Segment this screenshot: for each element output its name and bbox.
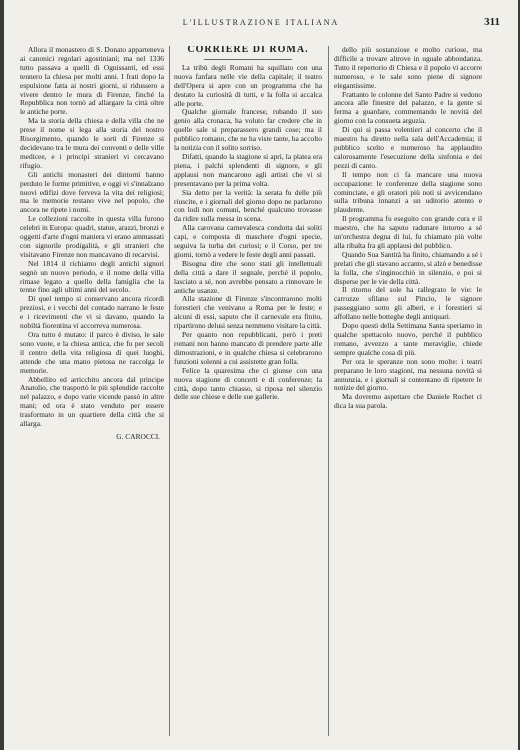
paragraph: Abbellito ed arricchito ancora dal principe Anatolio, che trasportò le più splendide raccolte nel palazzo, e dopo varie vicende passò in altre mani; ed ora è stato venduto per essere trasformato in un quartiere della città che si allarga. bbox=[20, 374, 164, 429]
section-title: CORRIERE DI ROMA. bbox=[187, 46, 309, 55]
paragraph: Di qui si passa volentieri al concerto che il maestro ha diretto nella sala dell'Accademia; il pubblico scelto e numeroso ha applaudito calorosamente l'esecuzione della sinfonia e dei pezzi di canto. bbox=[334, 125, 482, 170]
column-middle bbox=[174, 46, 322, 738]
paragraph: Per quanto non repubblicani, però i preti romani non hanno mancato di prendere parte alle dimostrazioni, e in qualche chiesa si celebrarono funzioni solenni a cui assistette gran folla. bbox=[174, 330, 322, 366]
paragraph: Dopo questi della Settimana Santa speriamo in qualche spettacolo nuovo, perché il pubblico romano, avvezzo a tante meraviglie, chiede sempre qualche cosa di più. bbox=[334, 321, 482, 357]
paragraph: dello più sostanziose e molto curiose, ma difficile a trovare altrove in uguale abbondanza. Tutto il repertorio di Chiesa e il popolo vi accorre numeroso, e le sale sono piene di signore elegantissime. bbox=[334, 46, 482, 90]
paragraph: Sia detto per la verità: la serata fu delle più riuscite, e i giornali del giorno dopo ne parlarono con lodi non comuni, benché qualcuno trovasse da ridire sulla messa in scena. bbox=[174, 187, 322, 224]
paragraph: Il tempo non ci fa mancare una nuova occupazione: le conferenze della stagione sono cominciate, e gli oratori più noti si avvicendano sulla tribuna innanzi a un uditorio attento e plaudente. bbox=[334, 169, 482, 215]
paragraph: Allora il monastero di S. Donato apparteneva ai canonici regolari agostiniani; ma nel 1336 tutto passava a quelli di Ognissanti, ed essi tennero la chiesa per molti anni. I frati dopo la espulsione fatta ai nostri giorni, si ridussero a vivere dentro le mura di Firenze, finché la Repubblica non tornò ad allargare la città oltre le antiche porte. bbox=[20, 46, 164, 117]
paragraph: Felice la quaresima che ci giunse con una nuova stagione di concerti e di conferenze; la città, dopo tanto chiasso, si riposa nel silenzio delle sue chiese e delle sue gallerie. bbox=[174, 365, 322, 402]
paragraph: Quando Sua Santità ha finito, chiamando a sé i prelati che gli stavano accanto, si alzò e benedisse la folla, che s'inginocchiò in silenzio, e poi si disperse per le vie della città. bbox=[334, 249, 482, 286]
paragraph: Alla stazione di Firenze s'incontrarono molti forestieri che venivano a Roma per le feste; e alcuni di essi, saputo che il carnevale era finito, ripartirono delusi senza nemmeno visitare la città. bbox=[174, 294, 322, 331]
paragraph: Bisogna dire che sono stati gli intellettuali della città a dare il segnale, perché il popolo, lasciato a sé, non avrebbe pensato a rinnovare le antiche usanze. bbox=[174, 258, 322, 295]
paragraph: Il ritorno del sole ha rallegrato le vie: le carrozze sfilano sul Pincio, le signore passeggiano sotto gli alberi, e i forestieri si affollano nelle botteghe degli antiquari. bbox=[334, 285, 482, 322]
page-number: 311 bbox=[484, 16, 500, 28]
paragraph: Le collezioni raccolte in questa villa furono celebri in Europa: quadri, statue, arazzi, bronzi e oggetti d'arte d'ogni maniera vi erano ammassati con signorile prodigalità, e gli stranieri che visitavano Firenze non mancavano di recarvisi. bbox=[20, 214, 164, 259]
column-right bbox=[334, 46, 482, 738]
column-divider bbox=[169, 46, 170, 736]
paragraph: Di quel tempo si conservano ancora ricordi preziosi, e i vecchi del contado narrano le feste e i ricevimenti che vi si davano, quando la nobiltà fiorentina vi accorreva numerosa. bbox=[20, 294, 164, 331]
newspaper-page bbox=[4, 0, 518, 750]
paragraph: Ma dovremo aspettare che Daniele Rochet ci dica la sua parola. bbox=[334, 392, 482, 411]
running-head: L'ILLUSTRAZIONE ITALIANA bbox=[182, 18, 340, 27]
paragraph: Il programma fu eseguito con grande cura e il maestro, che ha saputo radunare intorno a sé un'orchestra degna di lui, fu chiamato più volte alla ribalta fra gli applausi del pubblico. bbox=[334, 214, 482, 250]
paragraph: Gli antichi monasteri dei dintorni hanno perduto le forme primitive, e oggi vi s'innalzano nuovi edifizi dove ferveva la vita dei religiosi; ma le memorie restano vive nel popolo, che ancora ne ripete i nomi. bbox=[20, 169, 164, 215]
title-divider bbox=[204, 59, 292, 60]
paragraph: Nel 1814 il richiamo degli antichi signori segnò un nuovo periodo, e il nome della villa rimase legato a quello della famiglia che la tenne fino agli ultimi anni del secolo. bbox=[20, 258, 164, 295]
paragraph: Ora tutto è mutato: il parco è diviso, le sale sono vuote, e la chiesa antica, che fu per secoli il centro della vita religiosa di quei luoghi, attende che una mano pietosa ne raccolga le memorie. bbox=[20, 330, 164, 375]
paragraph: Ma la storia della chiesa e della villa che ne prese il nome si lega alla storia del nostro Risorgimento, quando le sorti di Firenze si decidevano tra le mura dei conventi e delle ville medicee, e i principi stranieri vi cercavano rifugio. bbox=[20, 116, 164, 170]
paragraph: La tribù degli Romani ha squillato con una nuova fanfara nelle vie della capitale; il teatro dell'Opera si apre con un programma che ha destato la curiosità di tutti, e la folla si accalca alle porte. bbox=[174, 62, 322, 108]
page-header bbox=[4, 0, 518, 42]
paragraph: Qualche giornale francese, rubando il suo genio alla cronaca, ha voluto far credere che in quelle sale si preparassero grandi cose; ma il pubblico romano, che ne ha viste tante, ha accolto la notizia con il solito sorriso. bbox=[174, 107, 322, 153]
paragraph: Per ora le speranze non sono molte: i teatri preparano le loro stagioni, ma nessuna novità si annunzia, e i giornali si contentano di ripetere le notizie del giorno. bbox=[334, 356, 482, 393]
column-divider bbox=[328, 46, 329, 736]
paragraph: Alla carovana carnevalesca condotta dai soliti capi, e composta di maschere d'ogni specie, seguiva la turba dei curiosi; e il Corso, per tre giorni, tornò a vedere le feste degli anni passati. bbox=[174, 223, 322, 259]
paragraph: Frattanto le colonne del Santo Padre si vedono ancora alle finestre del palazzo, e la gente si ferma a guardare, commentando le novità del giorno con la consueta arguzia. bbox=[334, 89, 482, 126]
article-signature: G. CAROCCI. bbox=[116, 431, 160, 441]
paragraph: Difatti, quando la stagione si aprì, la platea era piena, i palchi splendenti di signore, e gli applausi non mancarono agli artisti che vi si presentavano per la prima volta. bbox=[174, 151, 322, 188]
column-left bbox=[20, 46, 164, 738]
